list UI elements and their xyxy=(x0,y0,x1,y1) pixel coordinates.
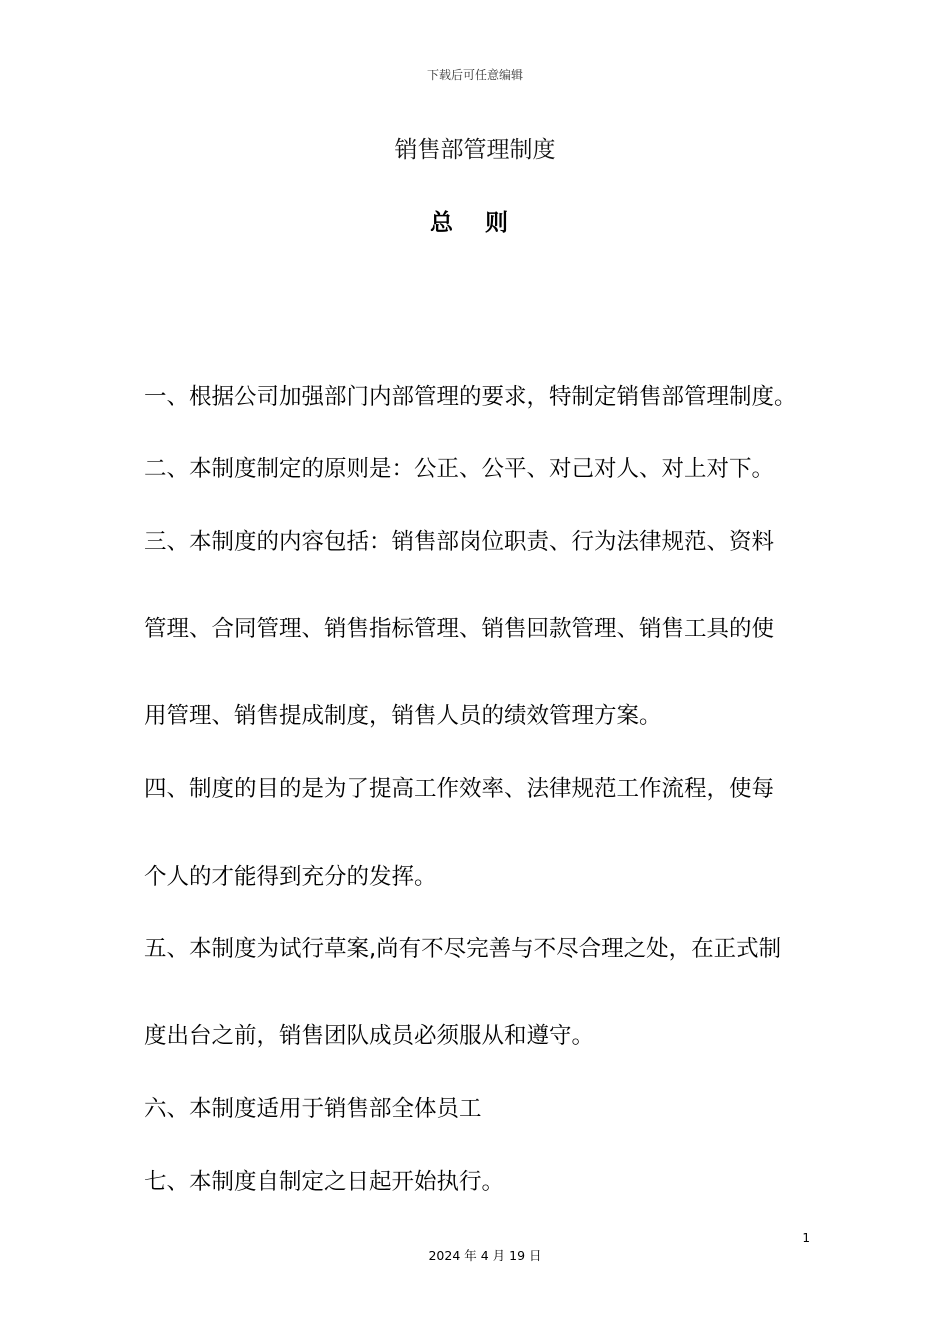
paragraph-line: 个人的才能得到充分的发挥。 xyxy=(144,864,437,890)
paragraph-line: 一、根据公司加强部门内部管理的要求，特制定销售部管理制度。 xyxy=(144,384,797,410)
paragraph-line: 七、本制度自制定之日起开始执行。 xyxy=(144,1169,505,1195)
page-number: 1 xyxy=(802,1231,810,1245)
document-title: 销售部管理制度 xyxy=(394,137,556,163)
paragraph-line: 用管理、销售提成制度，销售人员的绩效管理方案。 xyxy=(144,703,662,729)
paragraph-line: 二、本制度制定的原则是：公正、公平、对己对人、对上对下。 xyxy=(144,456,775,482)
footer-date: 2024 年 4 月 19 日 xyxy=(428,1248,542,1263)
paragraph-line: 度出台之前，销售团队成员必须服从和遵守。 xyxy=(144,1023,595,1049)
paragraph-line: 管理、合同管理、销售指标管理、销售回款管理、销售工具的使 xyxy=(144,616,775,642)
section-title: 总 则 xyxy=(429,210,520,236)
paragraph-line: 五、本制度为试行草案,尚有不尽完善与不尽合理之处，在正式制 xyxy=(144,936,782,962)
paragraph-line: 六、本制度适用于销售部全体员工 xyxy=(144,1096,482,1122)
paragraph-line: 四、制度的目的是为了提高工作效率、法律规范工作流程，使每 xyxy=(144,776,775,802)
header-note: 下载后可任意编辑 xyxy=(426,68,523,82)
paragraph-line: 三、本制度的内容包括：销售部岗位职责、行为法律规范、资料 xyxy=(144,529,775,555)
